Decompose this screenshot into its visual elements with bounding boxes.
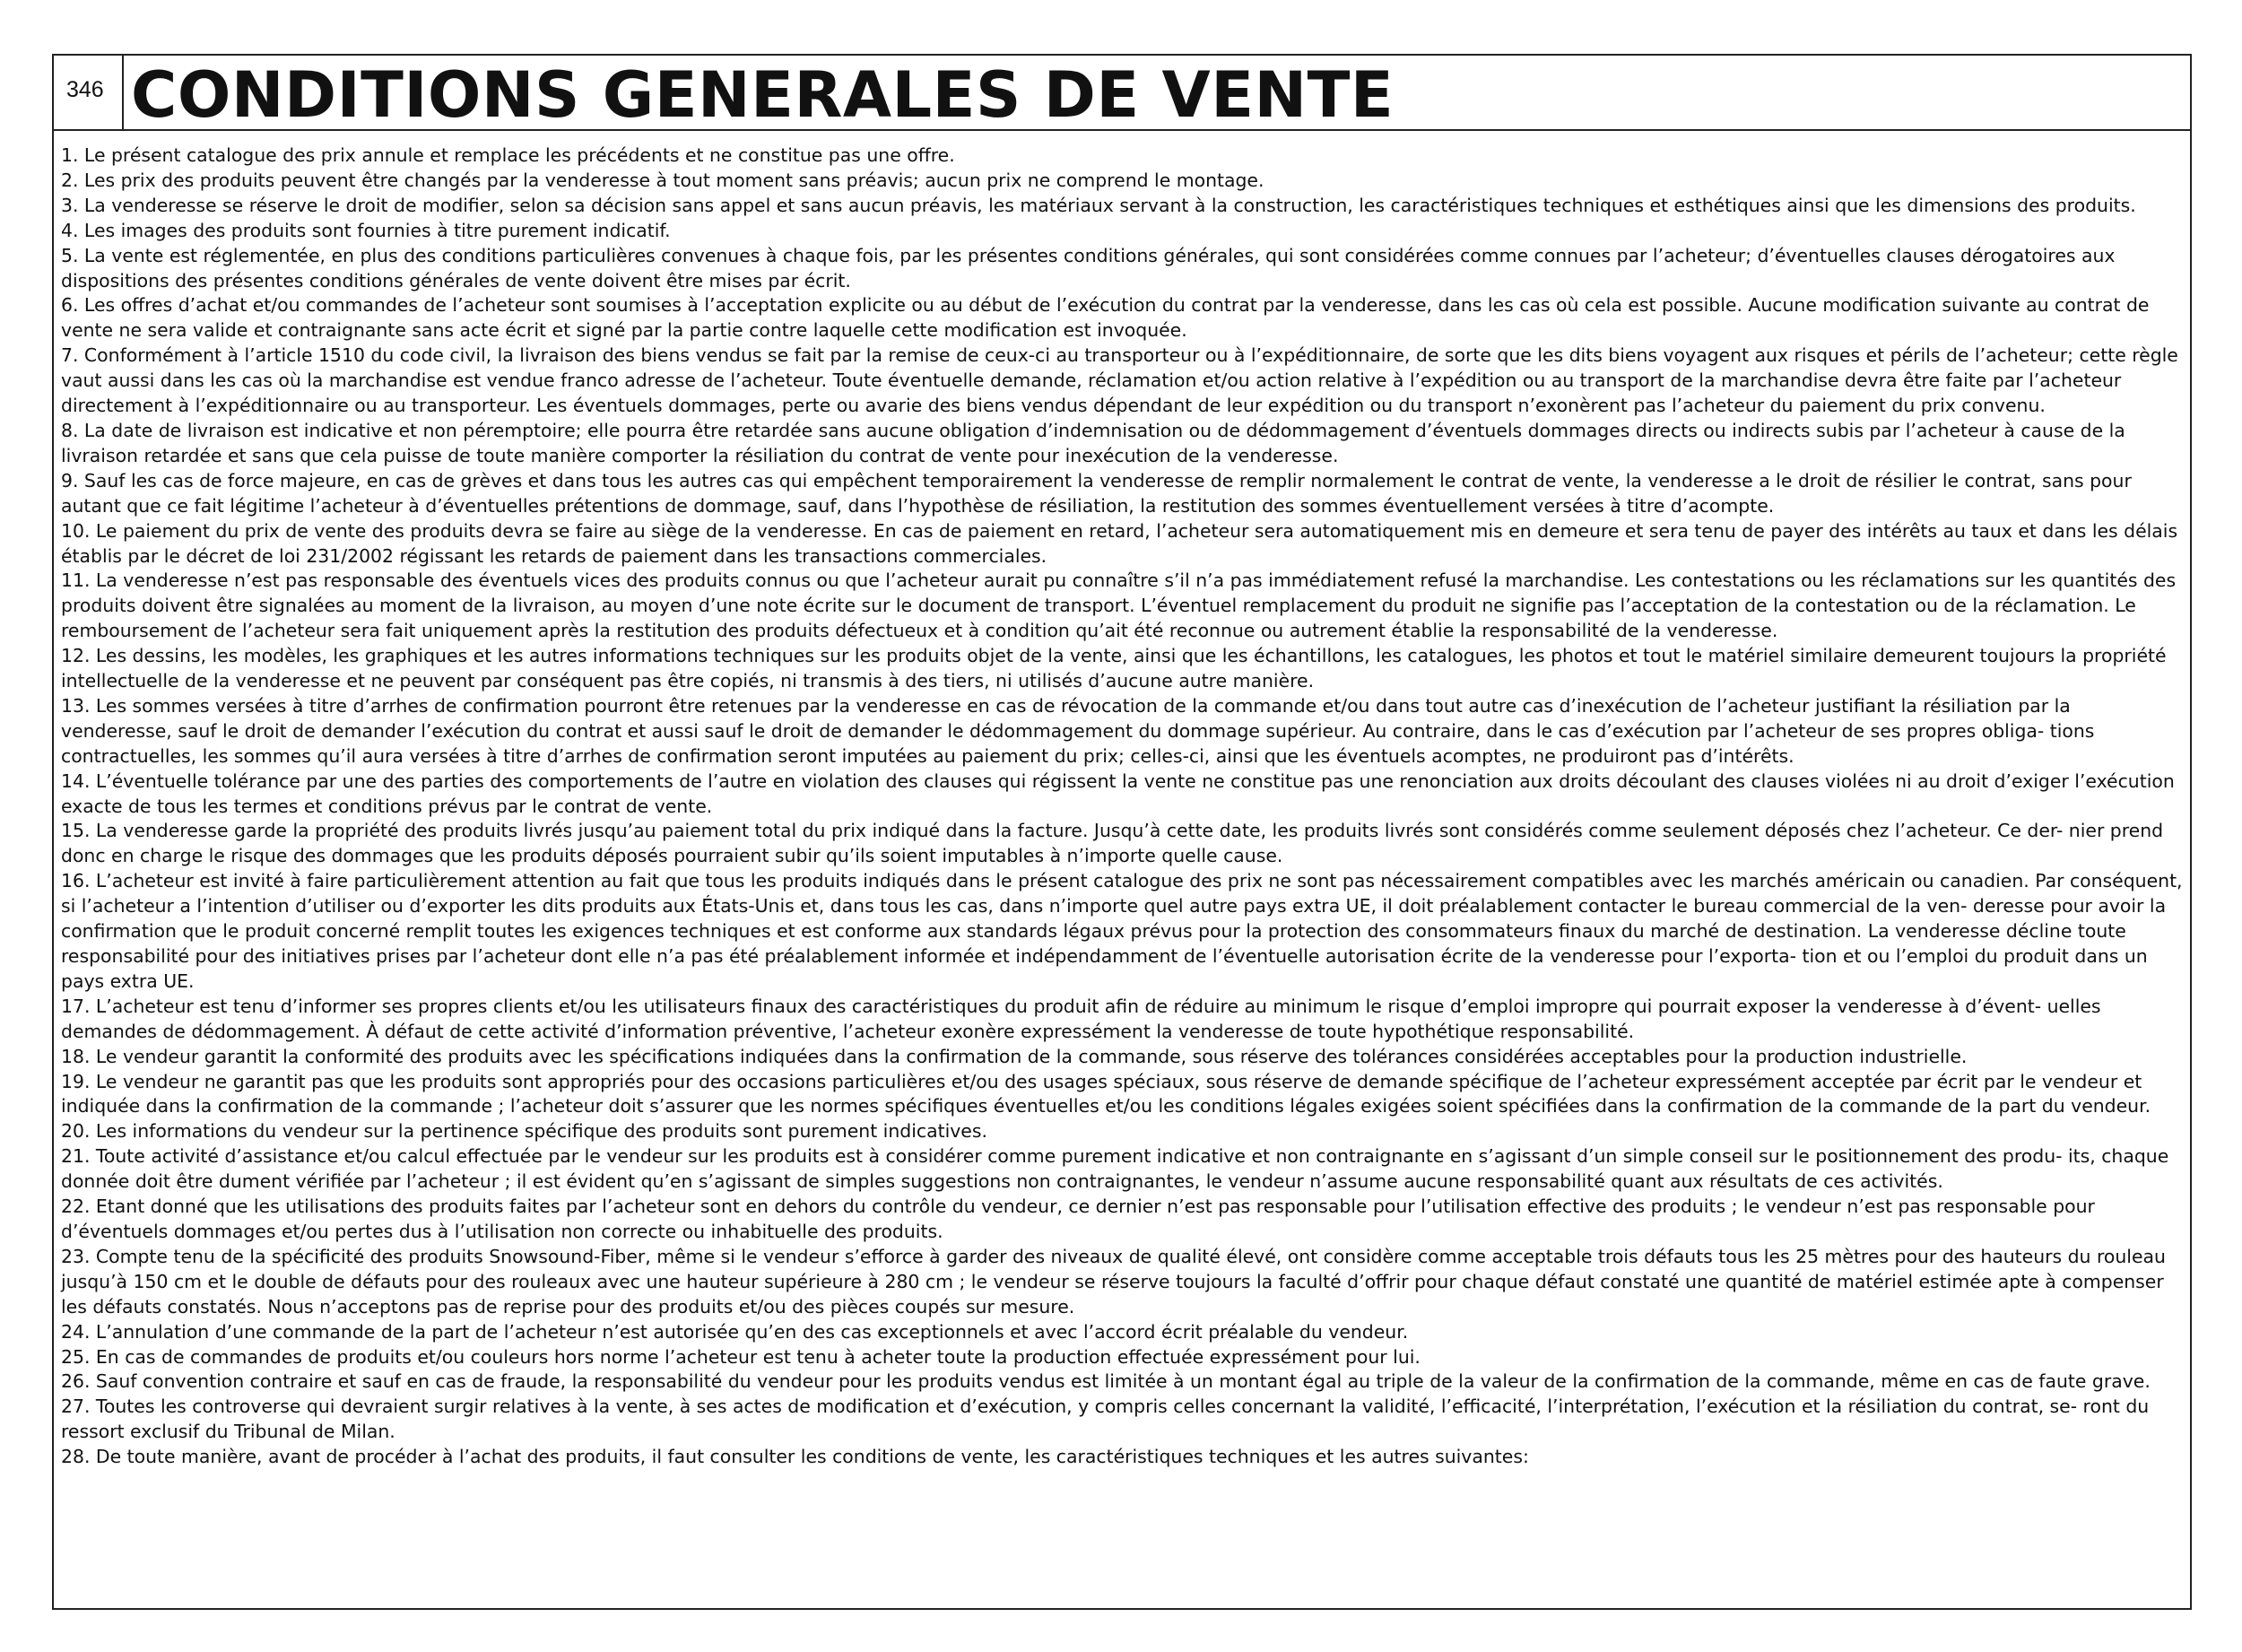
clause-19: 19. Le vendeur ne garantit pas que les produits sont appropriés pour des occasions particulières et/ou des usages spéciaux, sous réserve de demande spécifique de l’acheteur expressément acceptée par écrit par le vendeur et indiquée dans la confirmation de la commande ; l’acheteur doit s’assurer que les normes spécifiques éventuelles et/ou les conditions légales exigées soient spécifiées dans la confirmation de la commande de la part du vendeur. <box>61 1070 2151 1117</box>
clause-22: 22. Etant donné que les utilisations des produits faites par l’acheteur sont en dehors du contrôle du vendeur, ce dernier n’est pas responsable pour l’utilisation effective des produits ; le vendeur n’est pas responsable pour d’éventuels dommages et/ou pertes dus à l’utilisation non correcte ou inhabituelle des produits. <box>61 1196 2095 1242</box>
page-number: 346 <box>54 56 124 129</box>
clause-6: 6. Les offres d’achat et/ou commandes de l’acheteur sont soumises à l’acceptation explicite ou au début de l’exécution du contrat par la venderesse, dans les cas où cela est possible. Aucune modification suivante au contrat de vente ne sera valide et contraignante sans acte écrit et signé par la partie contre laquelle cette modification est invoquée. <box>61 294 2150 342</box>
clause-9: 9. Sauf les cas de force majeure, en cas de grèves et dans tous les autres cas qui empêchent temporairement la venderesse de remplir normalement le contrat de vente, la venderesse a le droit de résilier le contrat, sans pour autant que ce fait légitime l’acheteur à d’éventuelles prétentions de dommage, sauf, dans l’hypothèse de résiliation, la restitution des sommes éventuellement versées à titre d’acompte. <box>61 469 2132 517</box>
clause-10: 10. Le paiement du prix de vente des produits devra se faire au siège de la venderesse. En cas de paiement en retard, l’acheteur sera automatiquement mis en demeure et sera tenu de payer des intérêts au taux et dans les délais établis par le décret de loi 231/2002 régissant les retards de paiement dans les transactions commerciales. <box>61 519 2178 567</box>
clause-28: 28. De toute manière, avant de procéder à l’achat des produits, il faut consulter les conditions de vente, les caractéristiques techniques et les autres suivantes: <box>61 1446 1529 1468</box>
clause-26: 26. Sauf convention contraire et sauf en cas de fraude, la responsabilité du vendeur pour les produits vendus est limitée à un montant égal au triple de la valeur de la confirmation de la commande, même en cas de faute grave. <box>61 1370 2151 1393</box>
clause-23: 23. Compte tenu de la spécificité des produits Snowsound-Fiber, même si le vendeur s’efforce à garder des niveaux de qualité élevé, ont considère comme acceptable trois défauts tous les 25 mètres pour des hauteurs du rouleau jusqu’à 150 cm et le double de défauts pour des rouleaux avec une hauteur supérieure à 280 cm ; le vendeur se réserve toujours la faculté d’offrir pour chaque défaut constaté une quantité de matériel estimée apte à compenser les défauts constatés. Nous n’acceptons pas de reprise pour des produits et/ou des pièces coupés sur mesure. <box>61 1245 2166 1317</box>
clause-24: 24. L’annulation d’une commande de la part de l’acheteur n’est autorisée qu’en des cas exceptionnels et avec l’accord écrit préalable du vendeur. <box>61 1320 1409 1343</box>
clause-27: 27. Toutes les controverse qui devraient surgir relatives à la vente, à ses actes de modification et d’exécution, y compris celles concernant la validité, l’efficacité, l’interprétation, l’exécution et la résiliation du contrat, se- ront du ressort exclusif du Tribunal de Milan. <box>61 1396 2150 1443</box>
clause-21: 21. Toute activité d’assistance et/ou calcul effectuée par le vendeur sur les produits est à considérer comme purement indicative et non contraignante en s’agissant d’un simple conseil sur le positionnement des produ- its, chaque donnée doit être dument vérifiée par l’acheteur ; il est évident qu’en s’agissant de simples suggestions non contraignantes, le vendeur n’assume aucune responsabilité quant aux résultats de ces activités. <box>61 1145 2169 1193</box>
clause-7-continued: directement à l’expéditionnaire ou au transporteur. Les éventuels dommages, perte ou avarie des biens vendus dépendant de leur expédition ou du transport n’exonèrent pas l’acheteur du paiement du prix convenu. <box>61 395 2046 417</box>
clause-16: 16. L’acheteur est invité à faire particulièrement attention au fait que tous les produits indiqués dans le présent catalogue des prix ne sont pas nécessairement compatibles avec les marchés américain ou canadien. Par conséquent, si l’acheteur a l’intention d’utiliser ou d’exporter les dits produits aux États-Unis et, dans tous les cas, dans n’importe quel autre pays extra UE, il doit préalablement contacter le bureau commercial de la ven- deresse pour avoir la confirmation que le produit concerné remplit toutes les exigences techniques et est conforme aux standards légaux prévus pour la protection des consommateurs finaux du marché de destination. La venderesse décline toute responsabilité pour des initiatives prises par l’acheteur dont elle n’a pas été préalablement informée et indépendamment de l’éventuelle autorisation écrite de la venderesse pour l’exporta- tion et ou l’emploi du produit dans un pays extra UE. <box>61 870 2183 992</box>
clause-18: 18. Le vendeur garantit la conformité des produits avec les spécifications indiquées dans la confirmation de la commande, sous réserve des tolérances considérées acceptables pour la production industrielle. <box>61 1045 1968 1067</box>
clause-17: 17. L’acheteur est tenu d’informer ses propres clients et/ou les utilisateurs finaux des caractéristiques du produit afin de réduire au minimum le risque d’emploi impropre qui pourrait exposer la venderesse à d’évent- uelles demandes de dédommagement. À défaut de cette activité d’information préventive, l’acheteur exonère expressément la venderesse de toute hypothétique responsabilité. <box>61 995 2101 1042</box>
clause-15: 15. La venderesse garde la propriété des produits livrés jusqu’au paiement total du prix indiqué dans la facture. Jusqu’à cette date, les produits livrés sont considérés comme seulement déposés chez l’acheteur. Ce der- nier prend donc en charge le risque des dommages que les produits déposés pourraient subir qu’ils soient imputables à n’importe quelle cause. <box>61 820 2164 867</box>
clause-2: 2. Les prix des produits peuvent être changés par la venderesse à tout moment sans préavis; aucun prix ne comprend le montage. <box>61 169 1264 191</box>
header-bar <box>54 56 2190 131</box>
clause-11-continued: remboursement de l’acheteur sera fait uniquement après la restitution des produits défectueux et à condition qu’ait été reconnue ou autrement établie la responsabilité de la venderesse. <box>61 620 1778 642</box>
clause-25: 25. En cas de commandes de produits et/ou couleurs hors norme l’acheteur est tenu à acheter toute la production effectuée expressément pour lui. <box>61 1345 1421 1368</box>
clause-20: 20. Les informations du vendeur sur la pertinence spécifique des produits sont purement indicatives. <box>61 1120 987 1143</box>
clause-11: 11. La venderesse n’est pas responsable des éventuels vices des produits connus ou que l’acheteur aurait pu connaître s’il n’a pas immédiatement refusé la marchandise. Les contestations ou les réclamations sur les quantités des produits doivent être signalées au moment de la livraison, au moyen d’une note écrite sur le document de transport. L’éventuel remplacement du produit ne signifie pas l’acceptation de la contestation ou de la réclamation. Le <box>61 570 2177 617</box>
clause-13: 13. Les sommes versées à titre d’arrhes de confirmation pourront être retenues par la venderesse en cas de révocation de la commande et/ou dans tout autre cas d’inexécution de l’acheteur justifiant la résiliation par la venderesse, sauf le droit de demander l’exécution du contrat et aussi sauf le droit de demander le dédommagement du dommage supérieur. Au contraire, dans le cas d’exécution par l’acheteur de ses propres obliga- tions contractuelles, les sommes qu’il aura versées à titre d’arrhes de confirmation seront imputées au paiement du prix; celles-ci, ainsi que les éventuels acomptes, ne produiront pas d’intérêts. <box>61 694 2095 767</box>
clause-1: 1. Le présent catalogue des prix annule et remplace les précédents et ne constitue pas une offre. <box>61 144 955 166</box>
clause-4: 4. Les images des produits sont fournies à titre purement indicatif. <box>61 219 671 241</box>
clause-14: 14. L’éventuelle tolérance par une des parties des comportements de l’autre en violation des clauses qui régissent la vente ne constitue pas une renonciation aux droits découlant des clauses violées ni au droit d’exiger l’exécution exacte de tous les termes et conditions prévus par le contrat de vente. <box>61 769 2175 817</box>
clauses-list <box>61 143 2185 1470</box>
page-title: CONDITIONS GENERALES DE VENTE <box>131 58 1395 132</box>
clause-5: 5. La vente est réglementée, en plus des conditions particulières convenues à chaque fois, par les présentes conditions générales, qui sont considérées comme connues par l’acheteur; d’éventuelles clauses dérogatoires aux dispositions des présentes conditions générales de vente doivent être mises par écrit. <box>61 244 2116 291</box>
clause-8: 8. La date de livraison est indicative et non péremptoire; elle pourra être retardée sans aucune obligation d’indemnisation ou de dédommagement d’éventuels dommages directs ou indirects subis par l’acheteur à cause de la livraison retardée et sans que cela puisse de toute manière comporter la résiliation du contrat de vente pour inexécution de la venderesse. <box>61 419 2125 466</box>
clause-7: 7. Conformément à l’article 1510 du code civil, la livraison des biens vendus se fait par la remise de ceux-ci au transporteur ou à l’expéditionnaire, de sorte que les dits biens voyagent aux risques et périls de l’acheteur; cette règle vaut aussi dans les cas où la marchandise est vendue franco adresse de l’acheteur. Toute éventuelle demande, réclamation et/ou action relative à l’expédition ou au transport de la marchandise devra être faite par l’acheteur <box>61 344 2178 392</box>
clause-3: 3. La venderesse se réserve le droit de modifier, selon sa décision sans appel et sans aucun préavis, les matériaux servant à la construction, les caractéristiques techniques et esthétiques ainsi que les dimensions des produits. <box>61 194 2136 216</box>
document-frame <box>52 54 2192 1610</box>
clause-12: 12. Les dessins, les modèles, les graphiques et les autres informations techniques sur les produits objet de la vente, ainsi que les échantillons, les catalogues, les photos et tout le matériel similaire demeurent toujours la propriété intellectuelle de la venderesse et ne peuvent par conséquent pas être copiés, ni transmis à des tiers, ni utilisés d’aucune autre manière. <box>61 645 2167 692</box>
